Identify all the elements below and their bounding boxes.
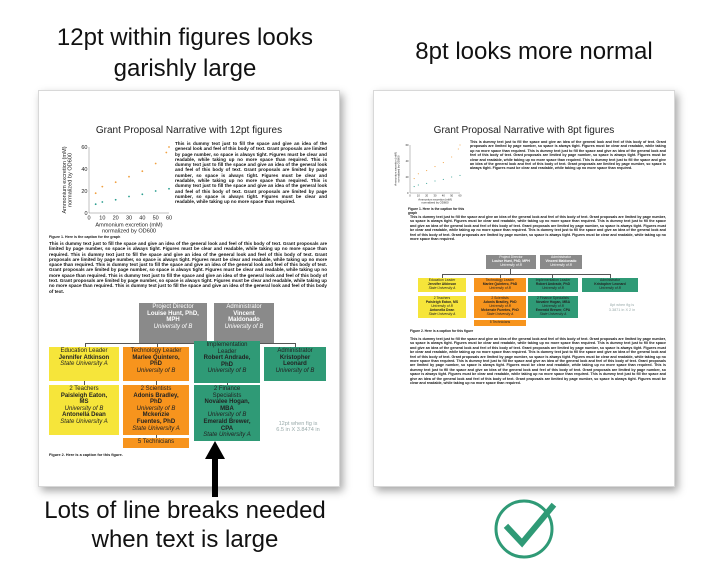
checkmark-icon xyxy=(492,497,558,561)
x-tick-label: 10 xyxy=(416,194,420,198)
org-box-text: Paisleigh Eaton, MS xyxy=(425,299,459,304)
size-note-line: 6.5 in X 3.8474 in xyxy=(276,427,320,434)
data-point xyxy=(168,146,170,148)
data-point xyxy=(434,166,435,167)
org-box-text: Implementation xyxy=(206,342,248,348)
y-tick-label: 0 xyxy=(407,191,409,195)
org-box-text: Novalee Hogan, MBA xyxy=(535,299,571,304)
org-box-text: 2 Finance Specialists xyxy=(536,296,570,300)
y-tick-label: 20 xyxy=(81,188,88,195)
org-box-project-director xyxy=(139,303,207,343)
org-box-text: University of B xyxy=(136,367,176,374)
org-box-text: 2 Scientists xyxy=(140,386,172,392)
org-box-text: 2 Scientists xyxy=(491,296,509,300)
x-tick-label: 30 xyxy=(433,194,437,198)
org-box-text: Adonis Bradley, xyxy=(133,392,179,399)
data-point xyxy=(414,186,415,187)
body-paragraph-2: This is dummy text just to fill the space and give an idea of the general look and feel of this body of text. Grant proposals are limited by page number, so space is always tight. Figures must be clear and readable, while taking up no more space than required. This is dummy text just to fill the space and give an idea of the general look and feel of this body of text. Grant proposals are limited by page number, so space is always tight. Figures must be clear and readable, while taking up no more space than required. This is dummy text just to fill the space and give an idea of the general look and feel of this body of text. Grant proposals are limited by page number, so space is always tight. Figures must be clear and readable, while taking up no more space than required. This is dummy text just to fill the space and give an idea of the general look and feel of this body of text. Grant proposals are limited by page number, so space is always tight. Figures must be clear and readable, while taking up no more space than required. This is dummy text just to fill the space and give an idea of the general look and feel of this body of text. xyxy=(49,241,327,294)
data-point xyxy=(165,152,167,154)
x-tick-label: 0 xyxy=(87,215,91,222)
org-box-text: State University A xyxy=(539,311,567,316)
org-box-text: Education Leader xyxy=(428,278,456,282)
org-box-finance-specialists xyxy=(528,296,578,318)
org-box-text: 5 Technicians xyxy=(489,320,511,324)
org-box-text: State University A xyxy=(486,311,514,316)
org-box-text: Specialists xyxy=(212,392,242,399)
data-point xyxy=(434,180,435,181)
org-box-text: Vincent xyxy=(233,310,255,317)
size-note-line: 8pt when fig is xyxy=(609,303,635,307)
x-tick-label: 40 xyxy=(139,215,146,222)
data-point xyxy=(101,186,103,188)
data-point xyxy=(443,179,444,180)
org-box-technology-leader xyxy=(123,347,189,381)
data-point xyxy=(451,156,452,157)
org-box-text: Administrator xyxy=(600,278,620,282)
org-box-text: Marlee Quintero, PhD xyxy=(482,281,518,286)
org-box-text: University of B xyxy=(489,285,511,290)
org-box-text: State University A xyxy=(428,285,456,290)
org-box-text: Louise Hunt, PhD, xyxy=(147,310,199,317)
figure-1-caption: Figure 1. Here is the caption for this graph xyxy=(408,207,465,215)
data-point xyxy=(141,170,143,172)
org-box-text: Kristopher Leonard xyxy=(594,281,626,286)
org-box-text: University of B xyxy=(542,303,564,308)
org-box-text: University of B xyxy=(224,323,264,330)
org-box-text: PhD xyxy=(221,361,233,368)
org-box-text: University of B xyxy=(64,405,104,412)
body-paragraph-1: This is dummy text just to fill the space and give an idea of the general look and feel of this body of text. Grant proposals are limited by page number, so space is always tight. Figures must be clear and readable, while taking up no more space than required. This is dummy text just to fill the space and give an idea of the general look and feel of this body of text. Grant proposals are limited by page number, so space is always tight. Figures must be clear and readable, while taking up no more space than required. This is dummy text just to fill the space and give an idea of the general look and feel of this body of text. Grant proposals are limited by page number, so space is always tight. Figures must be clear and readable, while taking up no more space than required. xyxy=(175,141,327,205)
org-box-text: University of B xyxy=(207,412,247,419)
org-box-text: MPH xyxy=(166,317,180,324)
org-box-text: Leader xyxy=(217,348,237,355)
data-point xyxy=(458,148,459,149)
org-box-text: State University A xyxy=(60,418,108,425)
org-box-text: CPA xyxy=(220,425,234,432)
org-box-text: University of B xyxy=(431,303,453,308)
org-box-text: MS xyxy=(79,399,89,406)
figure-1-caption: Figure 1. Here is the caption for the graph xyxy=(49,235,121,239)
org-box-text: Adonis Bradley, PhD xyxy=(483,299,517,304)
org-box-education-leader xyxy=(49,347,119,381)
data-point xyxy=(115,181,117,183)
org-box-text: Administrator xyxy=(226,304,262,310)
x-axis-label: normalized by OD600 xyxy=(101,228,157,235)
org-box-text: University of B xyxy=(550,262,572,267)
heading-bottom-line-2: when text is large xyxy=(91,526,279,553)
org-box-text: Antonella Dean xyxy=(62,412,106,419)
page-12pt xyxy=(38,90,340,487)
heading-left-line-1: 12pt within figures looks xyxy=(56,24,314,51)
data-point xyxy=(128,196,130,198)
scatter-chart xyxy=(61,143,173,243)
org-box-education-leader xyxy=(418,278,466,292)
org-box-text: 2 Teachers xyxy=(69,386,99,392)
body-paragraph-1: This is dummy text just to fill the space and give an idea of the general look and feel of this body of text. Grant proposals are limited by page number, so space is always tight. Figures must be clear and readable, while taking up no more space than required. This is dummy text just to fill the space and give an idea of the general look and feel of this body of text. Grant proposals are limited by page number, so space is always tight. Figures must be clear and readable, while taking up no more space than required. This is dummy text just to fill the space and give an idea of the general look and feel of this body of text. Grant proposals are limited by page number, so space is always tight. Figures must be clear and readable, while taking up no more space than required. xyxy=(470,140,666,171)
org-box-text: Marlee Quintero, xyxy=(132,354,180,361)
y-axis-label: normalized by OD600 xyxy=(67,152,74,208)
x-tick-label: 40 xyxy=(441,194,445,198)
body-paragraph-2: This is dummy text just to fill the space and give an idea of the general look and feel of this body of text. Grant proposals are limited by page number, so space is always tight. Figures must be clear and readable, while taking up no more space than required. This is dummy text just to fill the space and give an idea of the general look and feel of this body of text. Grant proposals are limited by page number, so space is always tight. Figures must be clear and readable, while taking up no more space than required. This is dummy text just to fill the space and give an idea of the general look and feel of this body of text. Grant proposals are limited by page number, so space is always tight. Figures must be clear and readable, while taking up no more space than required. xyxy=(410,215,666,242)
org-box-scientists xyxy=(474,296,526,318)
page-title: Grant Proposal Narrative with 8pt figures xyxy=(433,125,615,136)
y-tick-label: 60 xyxy=(405,143,409,147)
org-box-finance-specialists xyxy=(194,385,260,441)
org-box-teachers xyxy=(49,385,119,435)
org-box-text: State University A xyxy=(203,432,251,439)
data-point xyxy=(128,176,130,178)
y-tick-label: 0 xyxy=(84,210,88,217)
x-tick-label: 0 xyxy=(409,194,411,198)
data-point xyxy=(426,183,427,184)
figure-2-caption: Figure 2. Here is a caption for this figure. xyxy=(49,453,123,457)
x-axis-label: Ammonium excretion (mM) xyxy=(95,222,163,229)
org-box-text: Robert Andrade, PhD xyxy=(535,281,571,286)
org-box-text: PhD xyxy=(150,361,162,368)
org-box-administrator xyxy=(214,303,274,343)
org-box-text: University of B xyxy=(489,303,511,308)
data-point xyxy=(418,184,419,185)
data-point xyxy=(101,201,103,203)
org-box-technicians xyxy=(474,320,526,326)
size-note-line: 3.3871 in X 2 in xyxy=(608,307,636,312)
y-axis-label: Ammonium excretion (mM) xyxy=(62,146,69,214)
org-box-text: Kristopher xyxy=(279,354,311,361)
x-tick-label: 60 xyxy=(165,215,173,222)
org-box-text: Antonella Dean xyxy=(429,307,455,312)
page-8pt xyxy=(373,90,675,487)
org-box-text: University of B xyxy=(136,405,176,412)
org-box-text: Project Director xyxy=(152,304,194,310)
data-point xyxy=(426,170,427,171)
size-note-line: 12pt when fig is xyxy=(278,421,318,427)
org-box-text: Technology Leader xyxy=(130,348,182,354)
org-box-text: Robert Andrade, xyxy=(203,355,251,362)
org-box-text: Maldonado xyxy=(228,317,260,324)
x-tick-label: 60 xyxy=(458,194,462,198)
org-box-text: University of B xyxy=(153,323,193,330)
x-tick-label: 30 xyxy=(125,215,133,222)
heading-bottom xyxy=(15,496,355,554)
scatter-chart xyxy=(394,141,464,207)
org-box-text: Mckenzie xyxy=(142,412,170,419)
y-tick-label: 40 xyxy=(405,159,409,163)
x-tick-label: 20 xyxy=(425,194,429,198)
up-arrow-icon xyxy=(205,441,225,497)
heading-right: 8pt looks more normal xyxy=(415,38,653,65)
data-point xyxy=(155,190,157,192)
data-point xyxy=(459,144,460,145)
data-point xyxy=(95,192,97,194)
org-box-text: Louise Hunt, PhD, MPH xyxy=(492,258,530,263)
data-point xyxy=(155,163,157,165)
data-point xyxy=(414,178,415,179)
org-box-implementation-leader xyxy=(194,341,260,383)
y-axis-label: Ammonium excretion (mM) xyxy=(393,152,398,186)
figure-2-caption: Figure 2. Here is a caption for this figure xyxy=(410,329,474,333)
org-box-text: Jennifer Atkinson xyxy=(58,354,110,361)
org-box-text: State University A xyxy=(132,425,180,432)
y-tick-label: 60 xyxy=(81,144,88,151)
org-box-text: 2 Finance xyxy=(213,386,241,392)
org-box-text: University of B xyxy=(599,285,621,290)
org-box-text: Novalee Hogan, xyxy=(204,399,250,406)
heading-left xyxy=(20,22,350,84)
size-note xyxy=(594,303,650,312)
y-tick-label: 40 xyxy=(81,166,88,173)
org-box-technicians xyxy=(123,438,189,448)
data-point xyxy=(115,199,117,201)
heading-bottom-line-1: Lots of line breaks needed xyxy=(44,497,326,524)
org-box-teachers xyxy=(418,296,466,318)
org-box-text: Mckenzie Fuentes, PhD xyxy=(481,307,519,312)
data-point xyxy=(451,176,452,177)
org-box-administrator xyxy=(540,255,582,269)
y-tick-label: 20 xyxy=(405,175,409,179)
org-box-text: Vincent Maldonado xyxy=(545,258,577,263)
org-box-text: Implementation Leader xyxy=(535,278,571,282)
org-box-text: PhD xyxy=(150,399,162,406)
org-box-text: 2 Teachers xyxy=(433,296,451,300)
data-point xyxy=(443,162,444,163)
x-axis-label: Ammonium excretion (mM) xyxy=(418,197,452,202)
org-box-text: Paisleigh Eaton, xyxy=(60,392,108,399)
org-box-text: MBA xyxy=(220,405,234,412)
data-point xyxy=(168,188,170,190)
org-box-text: University of B xyxy=(275,367,315,374)
x-axis-label: normalized by OD600 xyxy=(421,200,449,205)
org-box-administrator-2 xyxy=(264,347,326,381)
org-box-text: Emerald Brewer, xyxy=(203,418,251,425)
org-connector xyxy=(442,274,610,275)
org-box-text: Emerald Brewer, CPA xyxy=(535,307,571,312)
org-box-implementation-leader xyxy=(528,278,578,292)
org-box-text: Jennifer Atkinson xyxy=(427,281,457,286)
body-paragraph-3: This is dummy text just to fill the space and give an idea of the general look and feel of this body of text. Grant proposals are limited by page number, so space is always tight. Figures must be clear and readable, while taking up no more space than required. This is dummy text just to fill the space and give an idea of the general look and feel of this body of text. Grant proposals are limited by page number, so space is always tight. Figures must be clear and readable, while taking up no more space than required. This is dummy text just to fill the space and give an idea of the general look and feel of this body of text. Grant proposals are limited by page number, so space is always tight. Figures must be clear and readable, while taking up no more space than required. This is dummy text just to fill the space and give an idea of the general look and feel of this body of text. Grant proposals are limited by page number, so space is always tight. Figures must be clear and readable, while taking up no more space than required. This is dummy text just to fill the space and give an idea of the general look and feel of this body of text. Grant proposals are limited by page number, so space is always tight. Figures must be clear and readable, while taking up no more space than required. This is dummy text just to fill the space and give an idea of the general look and feel of this body of text. Grant proposals are limited by page number, so space is always tight. Figures must be clear and readable, while taking up no more space than required. xyxy=(410,337,666,386)
data-point xyxy=(459,175,460,176)
org-box-text: University of B xyxy=(542,285,564,290)
org-box-text: University of B xyxy=(207,368,247,375)
org-connector xyxy=(85,343,295,344)
org-box-text: Leonard xyxy=(283,361,307,368)
data-point xyxy=(95,203,97,205)
org-box-text: Fuentes, PhD xyxy=(136,418,176,425)
x-tick-label: 20 xyxy=(112,215,119,222)
org-box-text: Technology Leader xyxy=(485,278,515,282)
x-tick-label: 50 xyxy=(152,215,159,222)
org-box-project-director xyxy=(486,255,536,269)
x-tick-label: 50 xyxy=(450,194,454,198)
org-box-text: Project Director xyxy=(499,255,523,259)
data-point xyxy=(418,173,419,174)
size-note xyxy=(265,421,331,434)
org-box-scientists xyxy=(123,385,189,435)
org-box-text: Administrator xyxy=(551,255,571,259)
x-tick-label: 10 xyxy=(99,215,106,222)
org-box-text: Administrator xyxy=(277,348,313,354)
data-point xyxy=(141,193,143,195)
org-box-text: University of B xyxy=(500,262,522,267)
y-axis-label: normalized by OD600 xyxy=(396,155,401,183)
org-box-text: State University A xyxy=(428,311,456,316)
org-box-text: State University A xyxy=(60,361,108,368)
org-box-text: 5 Technicians xyxy=(137,439,175,445)
page-title: Grant Proposal Narrative with 12pt figures xyxy=(95,125,283,136)
org-box-text: Education Leader xyxy=(60,348,108,354)
org-box-administrator-2 xyxy=(582,278,638,292)
heading-left-line-2: garishly large xyxy=(113,55,257,82)
org-box-technology-leader xyxy=(474,278,526,292)
